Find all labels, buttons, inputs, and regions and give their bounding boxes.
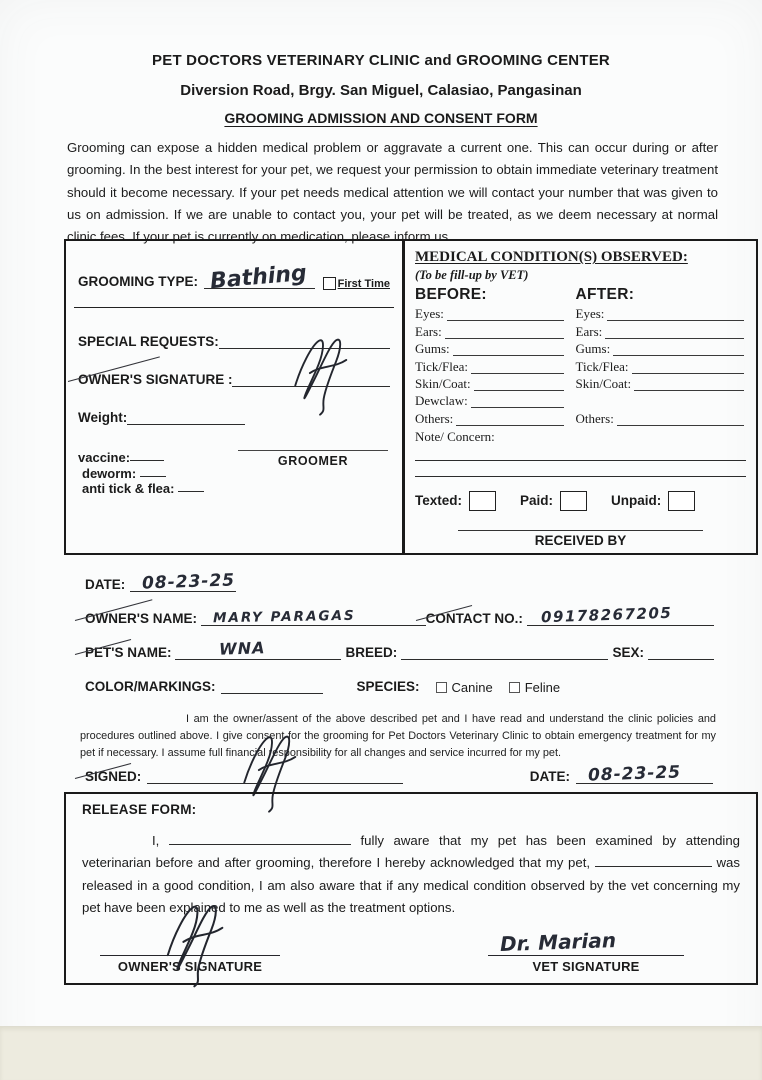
dewclaw-field [471, 404, 564, 408]
before-label: BEFORE: [415, 286, 487, 303]
first-time-option [323, 277, 390, 290]
release-signatures [96, 927, 740, 974]
signed-date-field [576, 762, 713, 786]
after-gums-label: Gums: [575, 341, 611, 357]
weight-field [127, 419, 245, 425]
medical-row-skin-coat [415, 374, 746, 391]
intro-paragraph: Grooming can expose a hidden medical problem or aggravate a current one. This can occur during or after grooming. In the best interest for your pet, we request your permission to obtain immediate veterinary treatment should it become necessary. If your pet needs medical attention we will contact your number that was given to us on admission. If we are unable to contact you, your pet will be treated, as we deem necessary at normal clinic fees. If your pet is currently on medication, please inform us. [67, 140, 718, 245]
species-group [357, 679, 561, 695]
grooming-type-field [204, 260, 315, 295]
canine-label: Canine [451, 679, 493, 695]
after-tick-flea-field [632, 370, 744, 374]
before-gums-label: Gums: [415, 341, 450, 357]
pet-breed-sex-row [85, 640, 714, 661]
pet-name-handwritten-value: WNA [219, 638, 267, 659]
sex-field [648, 654, 714, 660]
canine-checkbox [436, 682, 447, 693]
contact-no-handwritten-value: 09178267205 [540, 603, 673, 627]
received-by-block [405, 524, 756, 548]
clinic-address: Diversion Road, Brgy. San Miguel, Calasiao, Pangasinan [180, 82, 582, 99]
after-others-label: Others: [575, 410, 614, 426]
unpaid-checkbox [668, 491, 695, 511]
color-species-row [85, 674, 714, 695]
grooming-box [64, 239, 404, 555]
deworm-label: deworm: [82, 465, 137, 481]
before-tick-flea-field [471, 370, 564, 374]
release-form-box [64, 792, 758, 985]
sex-label: SEX: [612, 645, 644, 660]
date-label: DATE: [85, 577, 126, 592]
release-owner-signature-block [100, 949, 280, 974]
medical-row-tick-flea [415, 356, 746, 373]
before-ears-label: Ears: [415, 323, 442, 339]
date-row [85, 572, 714, 593]
owner-signature-label: OWNER'S SIGNATURE : [78, 372, 233, 387]
breed-label: BREED: [345, 645, 398, 660]
feline-label: Feline [524, 679, 561, 695]
consent-paragraph: I am the owner/assent of the above described pet and I have read and understand the clinic policies and procedures outlined above. I give consent for the grooming for Pet Doctors Veterinary Clinic to obtain emergency treatment for my pet if necessary. I assume full financial responsibility for all changes and service incurred for my pet. [80, 713, 716, 759]
feline-checkbox [509, 682, 520, 693]
owner-name-field [201, 607, 426, 627]
release-text-1: fully aware that my pet has been examined by attending veterinarian before and after grooming, therefore I hereby acknowledged that my pet, [82, 833, 740, 871]
grooming-type-label: GROOMING TYPE: [78, 274, 199, 289]
special-requests-label: SPECIAL REQUESTS: [78, 334, 219, 349]
before-others-field [456, 422, 563, 426]
grooming-type-handwritten-value: Bathing [209, 260, 308, 295]
texted-checkbox [469, 491, 496, 511]
after-skin-coat-field [634, 387, 744, 391]
anti-tick-flea-label: anti tick & flea: [82, 481, 175, 496]
paid-checkbox [560, 491, 587, 511]
signed-label: SIGNED: [85, 769, 142, 784]
note-line-2 [415, 476, 746, 477]
before-eyes-field [447, 317, 564, 321]
contact-no-label: CONTACT NO.: [425, 611, 523, 626]
medical-row-others [415, 408, 746, 425]
medical-row-dewclaw [415, 391, 746, 408]
payment-status-row [415, 491, 746, 511]
release-owner-signature-label: OWNER'S SIGNATURE [117, 959, 263, 974]
form-header [0, 0, 762, 126]
release-form-title: RELEASE FORM: [82, 802, 197, 817]
groomer-label: GROOMER [277, 454, 349, 468]
signed-date-row [85, 763, 713, 785]
before-others-label: Others: [415, 410, 454, 426]
vet-signature-handwriting: Dr. Marian [499, 927, 617, 957]
before-skin-coat-label: Skin/Coat: [415, 375, 471, 391]
note-concern-label: Note/ Concern: [415, 428, 495, 444]
release-name-blank [169, 840, 351, 845]
unpaid-label: Unpaid: [611, 493, 662, 509]
scanner-bed-background [0, 1026, 762, 1080]
owner-signature-row [78, 372, 390, 388]
owner-pet-details [85, 572, 714, 708]
vaccine-label: vaccine: [78, 450, 131, 465]
clinic-name: PET DOCTORS VETERINARY CLINIC and GROOMING CENTER [152, 52, 610, 69]
grooming-type-row [78, 260, 390, 295]
first-time-label: First Time [337, 277, 390, 290]
color-markings-label: COLOR/MARKINGS: [85, 679, 216, 694]
after-eyes-field [607, 317, 744, 321]
release-vet-signature-block [488, 927, 684, 974]
signed-date-handwritten-value: 08-23-25 [587, 762, 682, 786]
species-label: SPECIES: [356, 679, 420, 694]
pet-name-label: PET'S NAME: [85, 645, 172, 660]
before-tick-flea-label: Tick/Flea: [415, 358, 468, 374]
after-skin-coat-label: Skin/Coat: [575, 375, 632, 391]
groomer-signature-block [238, 442, 388, 468]
groomer-signature-line [238, 442, 388, 451]
before-eyes-label: Eyes: [415, 306, 444, 322]
divider-line [74, 307, 394, 308]
received-by-label: RECEIVED BY [534, 533, 627, 548]
breed-field [401, 654, 608, 660]
release-owner-signature-scribble [160, 899, 238, 991]
received-by-line [458, 524, 703, 531]
signed-date-label: DATE: [529, 769, 570, 784]
release-intro: I, [152, 833, 160, 848]
before-skin-coat-field [474, 387, 564, 391]
medical-row-ears [415, 321, 746, 338]
release-vet-signature-label: VET SIGNATURE [532, 959, 640, 974]
after-others-field [617, 422, 744, 426]
vaccine-field [130, 455, 164, 461]
after-eyes-label: Eyes: [575, 306, 605, 322]
form-title: GROOMING ADMISSION AND CONSENT FORM [224, 110, 538, 126]
medical-box-subtitle: (To be fill-up by VET) [415, 268, 529, 282]
medical-box-title: MEDICAL CONDITION(S) OBSERVED: [415, 249, 688, 265]
note-line-1 [415, 460, 746, 461]
after-gums-field [613, 352, 744, 356]
paid-label: Paid: [520, 493, 554, 509]
pet-name-field [175, 638, 341, 660]
form-boxes [64, 239, 758, 555]
deworm-field [140, 471, 166, 477]
after-ears-label: Ears: [575, 323, 603, 339]
owner-name-label: OWNER'S NAME: [85, 611, 197, 626]
color-markings-field [221, 688, 323, 694]
medical-conditions-box [403, 239, 758, 555]
weight-label: Weight: [78, 410, 128, 425]
owner-name-handwritten-value: MARY PARAGAS [212, 607, 356, 627]
species-option-feline [509, 680, 560, 695]
owner-contact-row [85, 603, 714, 627]
owner-signature-field [232, 381, 390, 387]
owner-signature-scribble [288, 333, 361, 419]
release-vet-signature-line [488, 927, 684, 957]
signed-field [147, 778, 403, 784]
before-gums-field [453, 352, 564, 356]
texted-label: Texted: [415, 493, 463, 509]
medical-row-eyes [415, 304, 746, 321]
anti-tick-flea-row [82, 481, 390, 497]
before-ears-field [445, 335, 564, 339]
after-label: AFTER: [575, 286, 635, 303]
first-time-checkbox [323, 277, 336, 290]
before-after-header [415, 286, 746, 304]
release-text-2: was released in a good condition, I am also aware that if any medical condition observed by the vet concerning my pet have been explained to me as well as the treatment options. [82, 855, 740, 915]
anti-tick-flea-field [178, 486, 204, 492]
date-field [130, 570, 236, 594]
contact-no-field [527, 603, 714, 627]
medical-row-gums [415, 339, 746, 356]
after-tick-flea-label: Tick/Flea: [575, 358, 629, 374]
release-pet-blank [595, 862, 712, 867]
dewclaw-label: Dewclaw: [415, 393, 468, 409]
species-option-canine [436, 680, 493, 695]
date-handwritten-value: 08-23-25 [141, 570, 236, 594]
release-owner-signature-line [100, 949, 280, 956]
after-ears-field [605, 335, 744, 339]
